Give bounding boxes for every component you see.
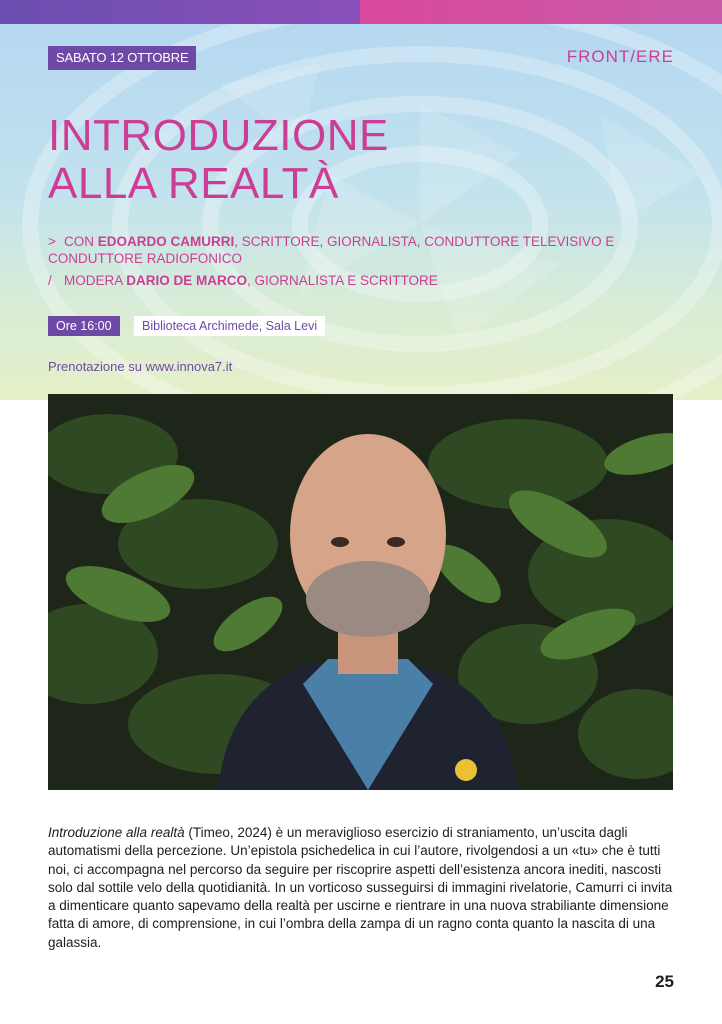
slash-marker-icon: / (48, 273, 52, 288)
guest-credit (48, 233, 678, 267)
guest-name: EDOARDO CAMURRI (97, 234, 235, 249)
place-badge: Biblioteca Archimede, Sala Levi (134, 316, 325, 336)
moderator-prefix: MODERA (64, 273, 127, 288)
description-text: (Timeo, 2024) è un meraviglioso esercizio di straniamento, un’uscita dagli automatismi della percezione. Un’epistola psichedelica in cui l’autore, rivolgendosi a un «tu» che è tutti noi, ci accompagna nel percorso da seguire per riscoprire aspetti dell’esistenza ancora inediti, nascosti solo dal sottile velo della quotidianità. In un vorticoso susseguirsi di immagini rivelatorie, Camurri ci invita a dimenticare quanto sapevamo della realtà per uscirne e rientrare in una nuova strabiliante dimensione fatta di amore, di comprensione, in cui l’ombra della zampa di un ragno conta quanto la nascita di una galassia. (48, 825, 673, 950)
booking-link[interactable]: Prenotazione su www.innova7.it (48, 359, 233, 374)
top-bar-purple-segment (0, 0, 360, 24)
speaker-portrait-image (48, 394, 673, 790)
date-badge: SABATO 12 OTTOBRE (48, 46, 196, 70)
moderator-credit (48, 272, 678, 289)
page-number: 25 (655, 972, 674, 991)
guest-role: , SCRITTORE, GIORNALISTA, CONDUTTORE TELEVISIVO E CONDUTTORE RADIOFONICO (48, 234, 615, 266)
arrow-marker-icon: > (48, 234, 56, 249)
moderator-name: DARIO DE MARCO (126, 273, 248, 288)
event-title-line-2: ALLA REALTÀ (48, 159, 339, 208)
hero-background (0, 24, 722, 400)
time-badge: Ore 16:00 (48, 316, 120, 336)
brand-logo: FRONT/ERE (566, 47, 674, 66)
description-paragraph (48, 824, 673, 952)
swirl-pattern-graphic (0, 24, 722, 400)
event-title-line-1: INTRODUZIONE (48, 111, 389, 160)
speaker-photo (48, 394, 673, 790)
moderator-role: , GIORNALISTA E SCRITTORE (247, 273, 438, 288)
guest-prefix: CON (64, 234, 98, 249)
top-bar-pink-segment (360, 0, 722, 24)
top-color-bar (0, 0, 722, 24)
event-title (48, 112, 389, 208)
book-title: Introduzione alla realtà (48, 825, 185, 840)
